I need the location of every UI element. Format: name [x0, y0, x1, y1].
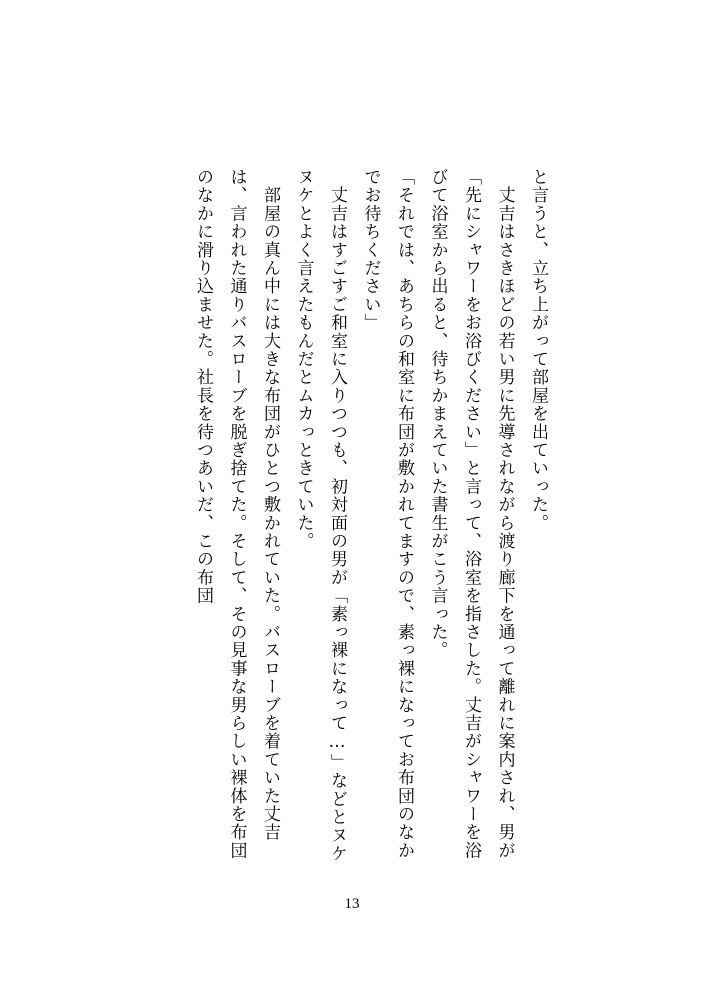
paragraph-4: 丈吉はすごすご和室に入りつつも、初対面の男が「素っ裸になって…」などとヌケヌケとよく言えたもんだとムカっときていた。	[293, 168, 347, 863]
page-number: 13	[344, 896, 360, 912]
paragraph-3: 「それでは、あちらの和室に布団が敷かれてますので、素っ裸になってお布団のなかでお待ちください」	[360, 168, 414, 860]
vertical-text-body	[134, 168, 554, 868]
paragraph-2: 丈吉はさきほどの若い男に先導されながら渡り廊下を通って離れに案内され、男が「先にシャワーをお浴びください」と言って、浴室を指さした。丈吉がシャワーを浴びて浴室から出ると、待ちかまえていた書生がこう言った。	[427, 168, 515, 860]
paragraph-5: 部屋の真ん中には大きな布団がひとつ敷かれていた。バスローブを着ていた丈吉は、言われた通りバスローブを脱ぎ捨てた。そして、その見事な男らしい裸体を布団のなかに滑り込ませた。社長を待つあいだ、この布団	[193, 168, 280, 860]
paragraph-1: と言うと、立ち上がって部屋を出ていった。	[528, 168, 548, 532]
